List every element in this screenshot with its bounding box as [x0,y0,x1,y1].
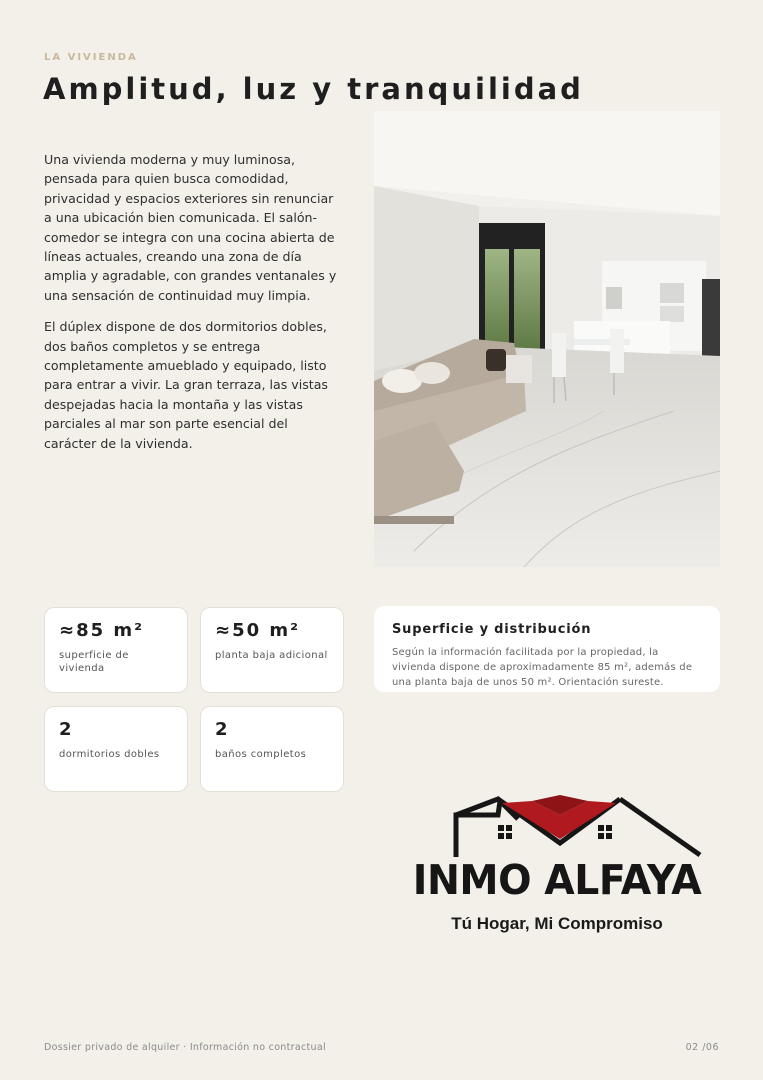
stat-label: dormitorios dobles [59,749,160,760]
footer-disclaimer: Dossier privado de alquiler · Información no contractual [44,1042,326,1053]
stat-card-bedrooms [44,706,188,792]
stat-value: 2 [215,719,230,740]
stat-card-bathrooms [200,706,344,792]
brand-slogan: Tú Hogar, Mi Compromiso [451,914,663,933]
info-text: Según la información facilitada por la propiedad, la vivienda dispone de aproximadamente 85 m², además de una planta baja de unos 50 m². Orientación sureste. [392,647,693,688]
stat-label: superficie de vivienda [59,650,129,674]
stat-card-surface [44,607,188,693]
stat-label: planta baja adicional [215,650,328,661]
page-title: Amplitud, luz y tranquilidad [43,72,584,106]
stat-card-ground-floor [200,607,344,693]
info-title: Superficie y distribución [392,622,592,637]
intro-paragraph-1: Una vivienda moderna y muy luminosa, pensada para quien busca comodidad, privacidad y espacios exteriores sin renunciar a una ubicación bien comunicada. El salón-comedor se integra con una cocina abierta de líneas actuales, creando una zona de día amplia y agradable, con grandes ventanales y una sensación de continuidad muy limpia. [44,152,337,303]
stat-value: ≈85 m² [59,620,145,641]
intro-text [44,150,344,465]
page-number: 02 /06 [685,1042,719,1053]
stat-value: 2 [59,719,74,740]
stat-label: baños completos [215,749,307,760]
living-room-photo [374,111,720,567]
surface-info-box [374,606,720,692]
stat-value: ≈50 m² [215,620,301,641]
brand-name: INMO ALFAYA [412,856,702,904]
section-eyebrow: LA VIVIENDA [44,52,138,63]
intro-paragraph-2: El dúplex dispone de dos dormitorios dobles, dos baños completos y se entrega completamente amueblado y equipado, listo para entrar a vivir. La gran terraza, las vistas despejadas hacia la montaña y las vistas parciales al mar son parte esencial del carácter de la vivienda. [44,319,328,451]
